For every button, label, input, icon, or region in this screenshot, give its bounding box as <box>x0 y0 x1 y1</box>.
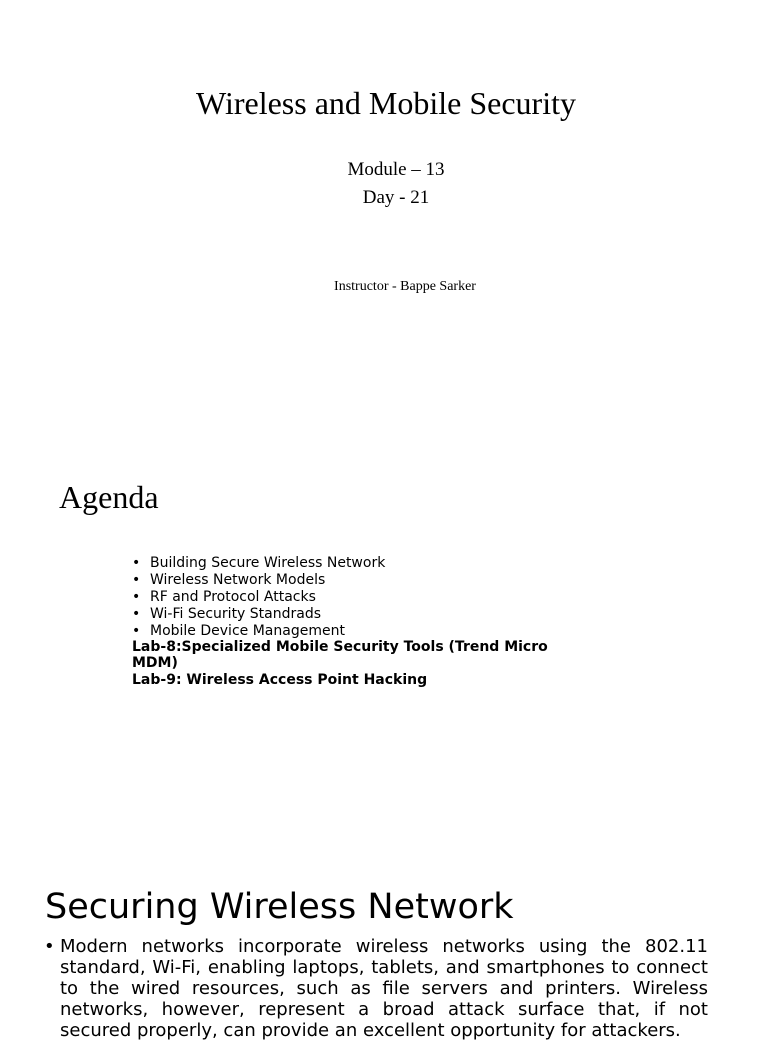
bullet-icon: • <box>132 572 141 588</box>
agenda-item-label: Mobile Device Management <box>150 623 345 639</box>
lab-8-label: Lab-8:Specialized Mobile Security Tools (Trend Micro MDM) <box>132 639 548 671</box>
list-item <box>132 589 385 606</box>
instructor-label: Instructor - Bappe Sarker <box>334 279 476 294</box>
bullet-icon: • <box>132 555 141 571</box>
agenda-item-label: Wi-Fi Security Standrads <box>150 606 322 622</box>
securing-slide <box>0 840 768 1041</box>
bullet-icon: • <box>132 623 141 639</box>
agenda-list <box>132 555 385 640</box>
lab-9-label: Lab-9: Wireless Access Point Hacking <box>132 672 428 688</box>
day-label: Day - 21 <box>362 187 430 208</box>
list-item <box>132 606 385 623</box>
title-slide <box>0 0 768 430</box>
securing-heading: Securing Wireless Network <box>45 887 514 927</box>
agenda-heading: Agenda <box>59 479 159 515</box>
agenda-item-label: Wireless Network Models <box>150 572 326 588</box>
bullet-icon: • <box>132 589 141 605</box>
agenda-item-label: Building Secure Wireless Network <box>150 555 386 571</box>
bullet-icon: • <box>44 936 55 957</box>
bullet-icon: • <box>132 606 141 622</box>
slide-title: Wireless and Mobile Security <box>196 85 576 121</box>
securing-paragraph: Modern networks incorporate wireless networks using the 802.11 standard, Wi-Fi, enabling laptops, tablets, and smartphones to connect to the wired resources, such as file servers and printers. Wireless networks, however, represent a broad attack surface that, if not secured properly, can provide an excellent opportunity for attackers. <box>60 936 708 1041</box>
list-item <box>132 623 385 640</box>
agenda-slide <box>0 430 768 840</box>
module-label: Module – 13 <box>347 159 445 180</box>
list-item <box>132 555 385 572</box>
list-item <box>132 572 385 589</box>
agenda-item-label: RF and Protocol Attacks <box>150 589 316 605</box>
